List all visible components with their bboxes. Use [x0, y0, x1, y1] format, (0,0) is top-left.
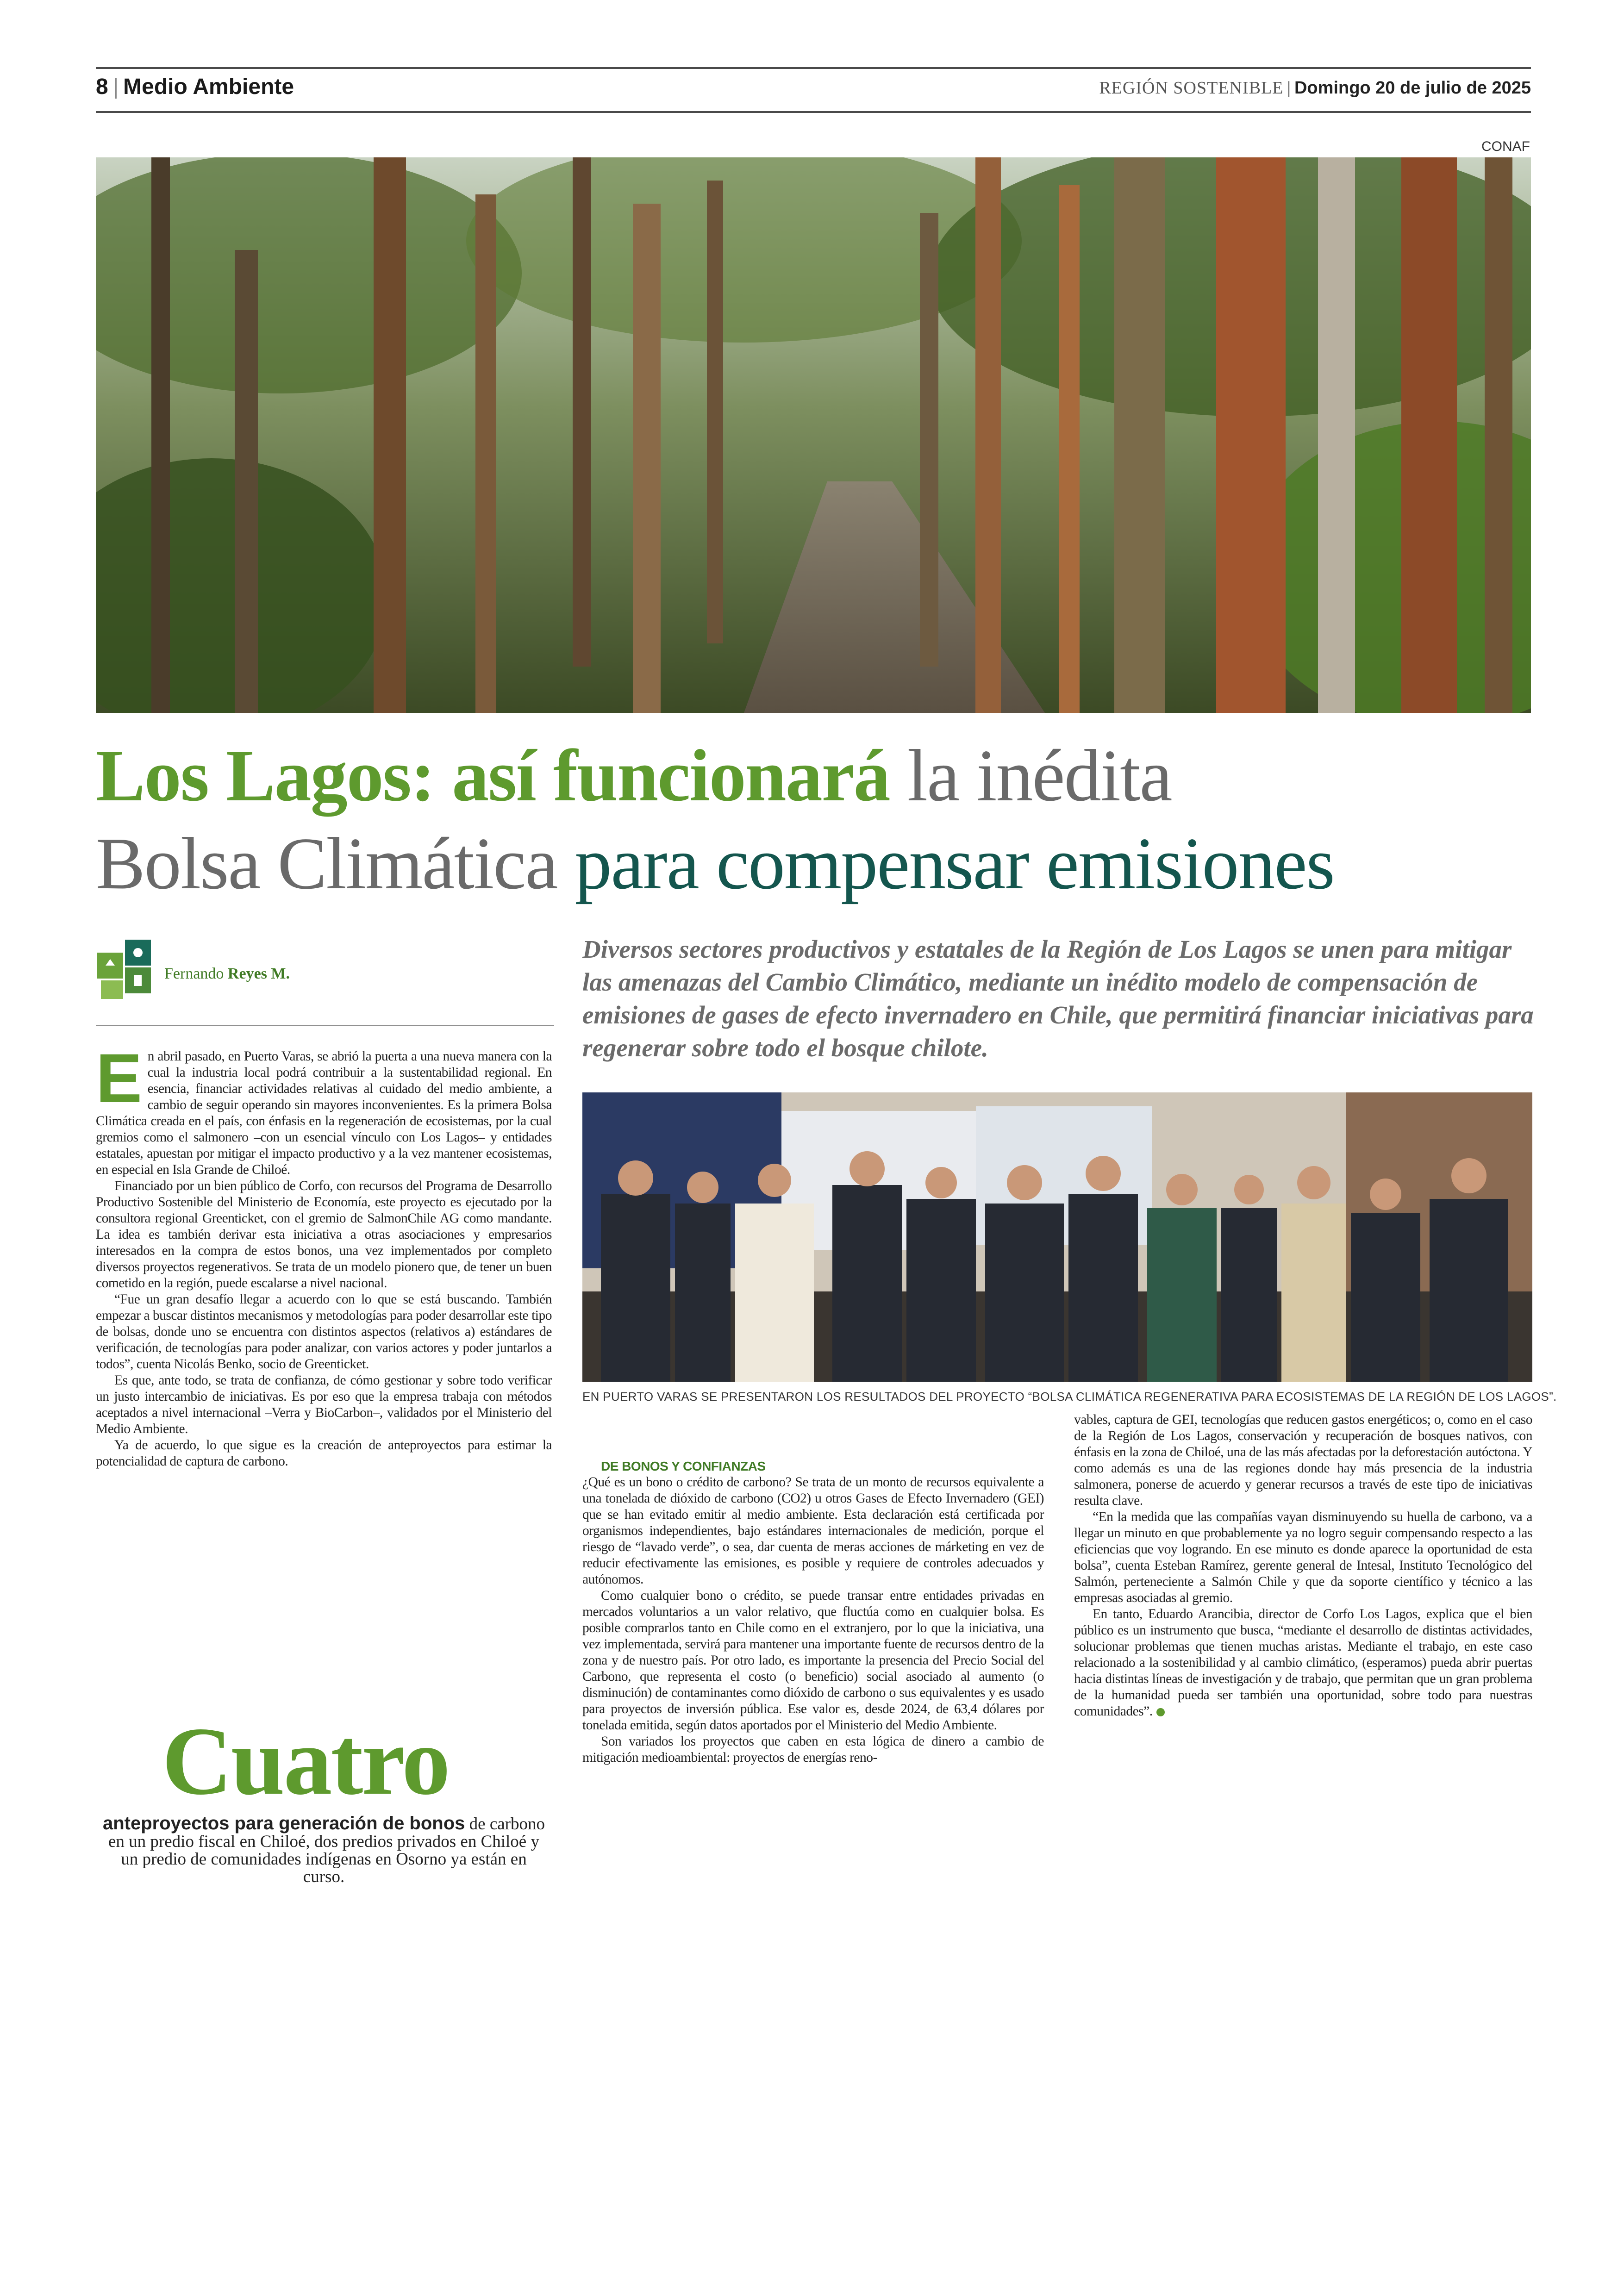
- headline-part-4: para compensar emisiones: [557, 822, 1334, 904]
- highlight-number: Cuatro: [162, 1708, 449, 1815]
- byline: [164, 965, 290, 983]
- drop-cap: E: [96, 1039, 142, 1117]
- article-column-3: [1074, 1412, 1532, 1720]
- publication-date: Domingo 20 de julio de 2025: [1294, 78, 1531, 98]
- headline-part-1: Los Lagos: así funcionará: [96, 734, 890, 817]
- headline: [96, 731, 1531, 907]
- paragraph: Es que, ante todo, se trata de confianza, de cómo gestionar y sobre todo verificar un justo intercambio de iniciativas. Es por eso que la empresa trabaja con métodos aceptados a nivel internacional –Verra y BioCarbon–, validados por el Ministerio del Medio Ambiente.: [96, 1373, 552, 1436]
- highlight-bold: anteproyectos para generación de bonos: [102, 1813, 465, 1834]
- section-name: Medio Ambiente: [123, 75, 294, 99]
- paragraph: Como cualquier bono o crédito, se puede transar entre entidades privadas en mercados voluntarios a un valor relativo, que fluctúa como en cualquier bolsa. Es posible comprarlos tanto en Chile como en el extranjero, por lo que la iniciativa, una vez implementada, servirá para mantener una importante fuente de recursos dentro de la zona y de nuestro país. Por otro lado, es importante la presencia del Precio Social del Carbono, que representa el costo (o beneficio) social asociado al aumento (o disminución) de contaminantes como dióxido de carbono o sus equivalentes y es usado para proyectos de inversión pública. Ese valor es, desde 2024, de 63,4 dólares por tonelada emitida, según datos aportados por el Ministerio del Medio Ambiente.: [582, 1588, 1044, 1733]
- headline-part-2: la inédita: [889, 734, 1172, 817]
- article-column-2: [582, 1458, 1044, 1766]
- group-photo: [582, 1092, 1532, 1382]
- paragraph: [1074, 1606, 1532, 1720]
- forest-photo: [96, 157, 1531, 713]
- paragraph: ¿Qué es un bono o crédito de carbono? Se trata de un monto de recursos equivalente a una tonelada de dióxido de carbono (CO2) u otros Gases de Efecto Invernadero (GEI) que se han evitado emitir al medio ambiente. Esta declaración está certificada por organismos independientes, bajo estándares internacionales de medición, porque el riesgo de “lavado verde”, o sea, dar cuenta de meras acciones de márketing en vez de reducir efectivamente las emisiones, es posible y requiere de controles adecuados y autónomos.: [582, 1475, 1044, 1587]
- photo-caption: EN PUERTO VARAS SE PRESENTARON LOS RESULTADOS DEL PROYECTO “BOLSA CLIMÁTICA REGENERATIVA PARA ECOSISTEMAS DE LA REGIÓN DE LOS LAGOS”.: [582, 1390, 1557, 1403]
- page-header-right: REGIÓN SOSTENIBLE | Domingo 20 de julio de 2025: [1099, 78, 1531, 98]
- paragraph-text: n abril pasado, en Puerto Varas, se abrió la puerta a una nueva manera con la cual la industria local podrá contribuir a la sustentabilidad regional. En esencia, financiar actividades relativas al cuidado del medio ambiente, a cambio de seguir operando sin mayores inconvenientes. Es la primera Bolsa Climática creada en el país, con énfasis en la regeneración de ecosistemas, por la cual gremios como el salmonero –con un esencial vínculo con Los Lagos– y entidades estatales, apuestan por mitigar el impacto productivo y a la vez mantener ecosistemas, en especial en Isla Grande de Chiloé.: [96, 1049, 552, 1177]
- page-header-left: 8 | Medio Ambiente: [96, 75, 294, 99]
- paragraph: Ya de acuerdo, lo que sigue es la creación de anteproyectos para estimar la potencialidad de captura de carbono.: [96, 1438, 552, 1469]
- lead-paragraph: Diversos sectores productivos y estatales de la Región de Los Lagos se unen para mitigar las amenazas del Cambio Climático, mediante un inédito modelo de compensación de emisiones de gases de efecto invernadero en Chile, que permitirá financiar iniciativas para regenerar sobre todo el bosque chilote.: [582, 935, 1534, 1062]
- section-logo-icon: [97, 940, 153, 1000]
- publication-name: REGIÓN SOSTENIBLE: [1099, 78, 1284, 98]
- subheading: DE BONOS Y CONFIANZAS: [601, 1459, 766, 1473]
- paragraph: vables, captura de GEI, tecnologías que reducen gastos energéticos; o, como en el caso de la Región de Los Lagos, conservación y recuperación de bosques nativos, con énfasis en la zona de Chiloé, una de las más afectadas por la deforestación autóctona. Y como además es una de las regiones donde hay más presencia de la industria salmonera, ponerse de acuerdo y generar recursos a través de este tipo de iniciativas resulta clave.: [1074, 1412, 1532, 1508]
- end-mark-icon: [1156, 1708, 1165, 1716]
- paragraph: Financiado por un bien público de Corfo, con recursos del Programa de Desarrollo Productivo Sostenible del Ministerio de Economía, este proyecto es ejecutado por la consultora regional Greenticket, con el gremio de SalmonChile AG como mandante. La idea es también derivar esta iniciativa a otras asociaciones y empresarios interesados en la compra de estos bonos, una vez implementados por completo diversos proyectos regenerativos. Se trata de un modelo pionero que, de tener un buen cometido en la región, puede escalarse a nivel nacional.: [96, 1179, 552, 1291]
- author-last-name: Reyes M.: [227, 965, 290, 982]
- byline-rule: [96, 1025, 554, 1026]
- headline-part-3: Bolsa Climática: [96, 822, 557, 904]
- paragraph: [96, 1039, 552, 1178]
- paragraph: “Fue un gran desafío llegar a acuerdo con lo que se está buscando. También empezar a buscar distintos mecanismos y metodologías para poder desarrollar este tipo de bolsas, donde uno se encuentra con distintos aspectos (relativos a) estándares de verificación, de tecnologías para poder analizar, con varios actores y poder juntarlos a todos”, cuenta Nicolás Benko, socio de Greenticket.: [96, 1292, 552, 1372]
- paragraph-text: En tanto, Eduardo Arancibia, director de Corfo Los Lagos, explica que el bien público es un instrumento que busca, “mediante el desarrollo de distintas actividades, solucionar problemas que tienen muchas aristas. Mediante el trabajo, en este caso relacionado a la sostenibilidad y al cambio climático, (esperamos) pueda abrir puertas hacia distintas líneas de investigación y de trabajo, que permitan que un gran problema de la humanidad pueda ser también una oportunidad, sobre todo para nuestras comunidades”.: [1074, 1607, 1532, 1719]
- page-number: 8: [96, 75, 108, 99]
- header-bottom-rule: [96, 111, 1531, 113]
- highlight-rest: de carbono en un predio fiscal en Chiloé, dos predios privados en Chiloé y un predio de comunidades indígenas en Osorno ya están en curso.: [108, 1815, 545, 1886]
- highlight-text: [98, 1815, 550, 1886]
- header-top-rule: [96, 67, 1531, 69]
- article-column-1: [96, 1039, 552, 1470]
- paragraph: Son variados los proyectos que caben en esta lógica de dinero a cambio de mitigación medioambiental: proyectos de energías reno-: [582, 1734, 1044, 1765]
- author-first-name: Fernando: [164, 965, 224, 982]
- photo-credit: CONAF: [1481, 139, 1530, 154]
- paragraph: “En la medida que las compañías vayan disminuyendo su huella de carbono, va a llegar un minuto en que probablemente ya no logro seguir compensando respecto a las eficiencias que voy logrando. En ese minuto es donde aparece la oportunidad de esta bolsa”, cuenta Esteban Ramírez, gerente general de Intesal, Instituto Tecnológico del Salmón, perteneciente a Salmón Chile y que da soporte científico y técnico a las empresas asociadas al gremio.: [1074, 1509, 1532, 1605]
